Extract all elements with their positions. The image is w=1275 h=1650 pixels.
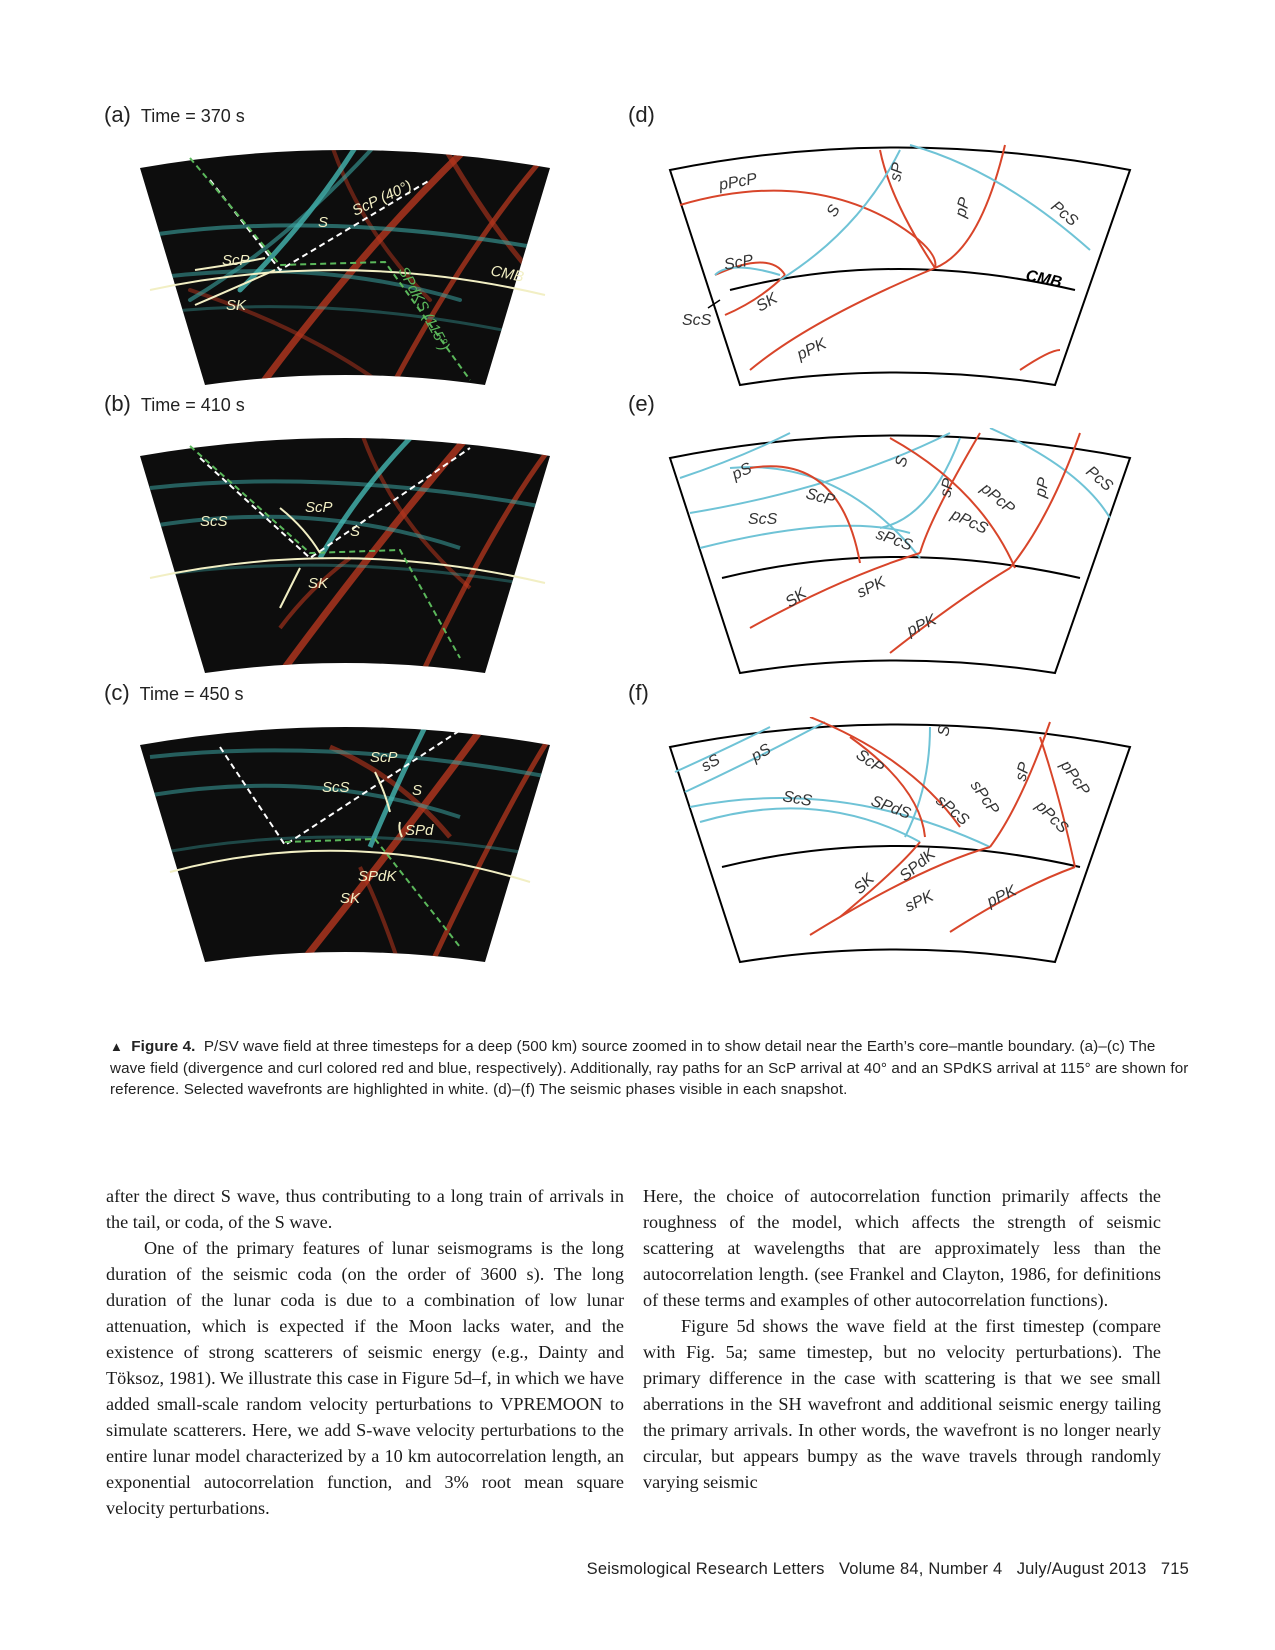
panel-a-label: (a) Time = 370 s	[104, 102, 245, 127]
panel-c-wavefield	[130, 717, 560, 967]
tag-d-9: pPK	[794, 335, 830, 364]
tag-f-6: ScS	[781, 788, 814, 811]
tag-d-0: pPcP	[717, 170, 759, 194]
tag-e-9: sPcS	[873, 525, 915, 555]
tag-a-0: ScP (40°)	[349, 177, 415, 220]
tag-d-3: pP	[952, 195, 974, 220]
caption-marker: ▲	[110, 1039, 123, 1054]
tag-f-9: sPcP	[966, 777, 1003, 818]
tag-f-4: sP	[1012, 760, 1034, 784]
tag-f-1: pS	[748, 740, 774, 766]
panel-f-label: (f)	[628, 680, 649, 705]
panel-e-label: (e)	[628, 391, 655, 416]
panel-d-diagram	[660, 140, 1140, 390]
tag-c-1: ScS	[322, 779, 350, 796]
tag-c-3: SPd	[405, 822, 434, 839]
tag-c-2: S	[412, 782, 423, 799]
tag-f-3: S	[935, 724, 954, 738]
tag-d-4: PcS	[1047, 198, 1081, 230]
tag-d-1: sP	[887, 161, 908, 183]
tag-d-5: ScP	[722, 252, 755, 274]
tag-e-2: sP	[937, 477, 958, 499]
tag-f-10: pPcS	[1032, 797, 1072, 837]
tag-c-0: ScP	[370, 749, 398, 766]
tag-e-11: sPK	[854, 573, 889, 602]
tag-e-12: pPK	[904, 611, 940, 640]
tag-e-6: ScP	[803, 485, 837, 510]
right-column	[643, 1183, 1161, 1495]
tag-a-1: S	[318, 214, 329, 231]
diagram-outline	[670, 725, 1130, 963]
tag-f-8: sPcS	[932, 792, 972, 830]
paragraph: Figure 5d shows the wave field at the first timestep (compare with Fig. 5a; same timestep, but no velocity perturbations). The primary difference in the case with scattering is that we see small aberrations in the SH wavefront and additional seismic energy tailing the primary arrivals. In other words, the wavefront is no longer nearly circular, but appears bumpy as the wave travels through randomly varying seismic	[643, 1316, 1161, 1492]
caption-text: P/SV wave field at three timesteps for a deep (500 km) source zoomed in to show detail near the Earth’s core–mantle boundary. (a)–(c) The wave field (divergence and curl colored red and blue, respectively). Additionally, ray paths for an ScP arrival at 40° and an SPdKS arrival at 115° are shown for reference. Selected wavefronts are highlighted in white. (d)–(f) The seismic phases visible in each snapshot.	[110, 1038, 1189, 1098]
tag-b-2: S	[350, 523, 361, 540]
tag-f-14: pPK	[984, 882, 1020, 911]
tag-a-4: CMB	[489, 262, 526, 286]
tag-e-7: ScS	[748, 511, 778, 528]
tag-f-11: SK	[850, 870, 878, 898]
tag-a-5: SPdKS (115°)	[394, 263, 453, 354]
panel-b-label: (b) Time = 410 s	[104, 391, 245, 416]
wavefield-background	[140, 150, 550, 385]
tag-f-0: sS	[698, 751, 724, 776]
tag-e-1: S	[892, 454, 912, 470]
paragraph: after the direct S wave, thus contributing to a long train of arrivals in the tail, or coda, of the S wave.	[106, 1186, 624, 1232]
panel-c-label: (c) Time = 450 s	[104, 680, 244, 705]
tag-e-5: PcS	[1082, 463, 1116, 495]
page-footer: Seismological Research Letters Volume 84, Number 4 July/August 2013 715	[586, 1560, 1189, 1578]
panel-b-wavefield	[130, 428, 560, 678]
tag-f-5: pPcP	[1056, 757, 1093, 799]
tag-f-2: ScP	[852, 746, 887, 778]
tag-a-3: SK	[226, 297, 247, 314]
tag-d-2: S	[823, 202, 844, 220]
tag-e-4: pP	[1032, 476, 1053, 499]
tag-b-1: ScP	[305, 499, 333, 516]
tag-f-7: SPdS	[868, 792, 913, 823]
tag-e-3: pPcP	[977, 480, 1018, 518]
tag-b-3: SK	[308, 575, 329, 592]
panel-f-diagram	[660, 717, 1140, 967]
tag-f-13: sPK	[902, 887, 937, 916]
tag-d-7: ScS	[682, 312, 712, 329]
tag-c-4: SPdK	[358, 868, 397, 885]
caption-figure-number: Figure 4.	[131, 1038, 196, 1055]
tag-c-5: SK	[340, 890, 361, 907]
tag-a-2: ScP	[222, 252, 250, 269]
tag-e-8: pPcS	[948, 506, 991, 538]
tag-f-12: SPdK	[896, 845, 939, 886]
panel-d-label: (d)	[628, 102, 655, 127]
panel-e-diagram	[660, 428, 1140, 678]
tag-e-10: SK	[782, 585, 810, 612]
left-column	[106, 1183, 624, 1521]
tag-d-8: SK	[753, 290, 781, 316]
tag-b-0: ScS	[200, 513, 228, 530]
wavefield-background	[140, 438, 550, 673]
tag-d-6: CMB	[1024, 267, 1064, 292]
paragraph: One of the primary features of lunar seismograms is the long duration of the seismic coda (on the order of 3600 s). The long duration of the lunar coda is due to a combination of low lunar attenuation, which is expected if the Moon lacks water, and the existence of strong scatterers of seismic energy (e.g., Dainty and Töksoz, 1981). We illustrate this case in Figure 5d–f, in which we have added small-scale random velocity perturbations to VPREMOON to simulate scatterers. Here, we add S-wave velocity perturbations to the entire lunar model characterized by a 10 km autocorrelation length, an exponential autocorrelation function, and 3% root mean square velocity perturbations.	[106, 1238, 624, 1518]
paragraph: Here, the choice of autocorrelation function primarily affects the roughness of the model, which affects the strength of seismic scattering at wavelengths that are approximately less than the autocorrelation length. (see Frankel and Clayton, 1986, for definitions of these terms and examples of other autocorrelation functions).	[643, 1186, 1161, 1310]
tag-e-0: pS	[729, 459, 755, 484]
panel-a-wavefield	[130, 140, 560, 390]
figure-caption	[110, 1036, 1195, 1101]
